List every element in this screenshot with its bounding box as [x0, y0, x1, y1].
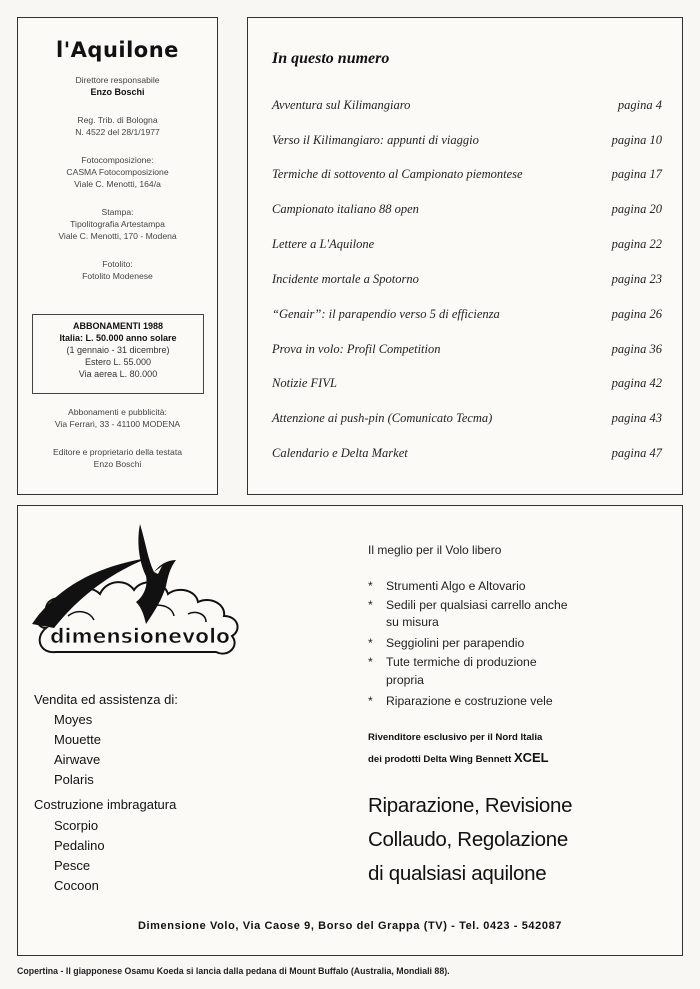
bullet-star-icon: *: [368, 694, 373, 708]
toc-item: [272, 446, 662, 461]
toc-page: pagina 23: [611, 272, 662, 286]
harness-item: Pesce: [54, 858, 91, 873]
feature-bullet-cont: su misura: [386, 615, 439, 629]
toc-item: [272, 307, 662, 322]
toc-title: Avventura sul Kilimangiaro: [272, 98, 411, 112]
dimensionevolo-logo: [28, 516, 258, 676]
toc-item: [272, 167, 662, 182]
publisher-line: Editore e proprietario della testata: [53, 447, 182, 457]
cloud-detail: [68, 605, 206, 622]
director-block: [18, 74, 217, 98]
ad-address: Dimensione Volo, Via Caose 9, Borso del Grappa (TV) - Tel. 0423 - 542087: [137, 920, 563, 932]
brand-item: Mouette: [54, 732, 101, 747]
toc-page: pagina 20: [611, 202, 662, 216]
service-line: Collaudo, Regolazione: [368, 828, 568, 851]
ads-block: [18, 406, 217, 430]
subscriptions-box: [32, 314, 204, 394]
toc-page: pagina 26: [611, 307, 662, 321]
toc-page: pagina 10: [611, 133, 662, 147]
toc-item: [272, 376, 662, 391]
toc-title: Lettere a L'Aquilone: [272, 237, 375, 251]
toc-page: pagina 4: [617, 98, 662, 112]
contents-title: In questo numero: [272, 50, 390, 67]
print-line: Stampa:: [101, 207, 134, 217]
brand-item: Airwave: [54, 752, 101, 767]
harness-item: Pedalino: [54, 838, 105, 853]
feature-bullet: * Tute termiche di produzione: [368, 655, 537, 669]
service-line: di qualsiasi aquilone: [368, 862, 547, 885]
toc-page: pagina 17: [611, 167, 662, 181]
ads-line: Via Ferrari, 33 - 41100 MODENA: [54, 419, 181, 429]
masthead-box: [17, 17, 218, 495]
dealer-line: dei prodotti Delta Wing Bennett XCEL: [368, 750, 549, 765]
photolitho-line: Fotolito Modenese: [82, 271, 153, 281]
subscriptions-title: ABBONAMENTI 1988: [72, 321, 164, 331]
toc-title: Termiche di sottovento al Campionato piemontese: [272, 167, 523, 181]
tagline: Il meglio per il Volo libero: [368, 543, 502, 557]
brand-item: Polaris: [54, 772, 94, 787]
subscription-italy: Italia: L. 50.000 anno solare: [59, 333, 177, 343]
dealer-line: Rivenditore esclusivo per il Nord Italia: [368, 732, 543, 743]
subscription-air: Via aerea L. 80.000: [78, 369, 158, 379]
bullet-star-icon: *: [368, 636, 373, 650]
toc-title: Notizie FIVL: [272, 376, 337, 390]
xcel-brand: XCEL: [513, 750, 549, 765]
toc-page: pagina 47: [611, 446, 662, 460]
service-line: Riparazione, Revisione: [368, 794, 573, 817]
logo-lettering: dimensionevolo: [50, 624, 230, 648]
toc-title: Calendario e Delta Market: [272, 446, 408, 460]
print-line: Tipolitografia Artestampa: [70, 219, 165, 229]
wing-sweep: [32, 558, 148, 628]
toc-title: Verso il Kilimangiaro: appunti di viaggio: [272, 133, 479, 147]
toc-item: [272, 202, 662, 217]
harness-item: Cocoon: [54, 878, 99, 893]
photocomposition-block: [18, 154, 217, 190]
feature-bullet: * Sedili per qualsiasi carrello anche: [368, 598, 568, 612]
toc-title: “Genair”: il parapendio verso 5 di efficienza: [272, 307, 500, 321]
bullet-star-icon: *: [368, 579, 373, 593]
toc-item: [272, 342, 662, 357]
magazine-logo: l'Aquilone: [56, 38, 179, 62]
toc-title: Campionato italiano 88 open: [272, 202, 419, 216]
photocomposition-line: CASMA Fotocomposizione: [66, 167, 169, 177]
registration-line: Reg. Trib. di Bologna: [77, 115, 158, 125]
toc-item: [272, 237, 662, 252]
registration-block: [18, 114, 217, 138]
publisher-line: Enzo Boschi: [93, 459, 142, 469]
sales-heading: Vendita ed assistenza di:: [34, 692, 178, 707]
print-block: [18, 206, 217, 242]
subscription-abroad: Estero L. 55.000: [84, 357, 152, 367]
harness-item: Scorpio: [54, 818, 99, 833]
harness-heading: Costruzione imbragatura: [34, 797, 177, 812]
feature-bullet: * Riparazione e costruzione vele: [368, 694, 553, 708]
toc-item: [272, 272, 662, 287]
feature-bullet: * Seggiolini per parapendio: [368, 636, 525, 650]
director-name: Enzo Boschi: [90, 87, 145, 97]
bullet-star-icon: *: [368, 598, 373, 612]
subscription-period: (1 gennaio - 31 dicembre): [66, 345, 170, 355]
photolitho-line: Fotolito:: [102, 259, 133, 269]
director-label: Direttore responsabile: [75, 75, 160, 85]
ads-line: Abbonamenti e pubblicità:: [68, 407, 167, 417]
toc-item: [272, 411, 662, 426]
brand-item: Moyes: [54, 712, 93, 727]
toc-title: Prova in volo: Profil Competition: [272, 342, 441, 356]
advertisement-box: [17, 505, 683, 956]
toc-title: Incidente mortale a Spotorno: [272, 272, 419, 286]
photolitho-block: [18, 258, 217, 282]
toc-item: [272, 98, 662, 113]
toc-item: [272, 133, 662, 148]
publisher-block: [18, 446, 217, 470]
feature-bullet-cont: propria: [386, 673, 424, 687]
cover-caption: Copertina - Il giapponese Osamu Koeda si lancia dalla pedana di Mount Buffalo (Australia, Mondiali 88).: [17, 966, 450, 976]
toc-page: pagina 22: [611, 237, 662, 251]
print-line: Viale C. Menotti, 170 - Modena: [58, 231, 177, 241]
toc-page: pagina 36: [611, 342, 662, 356]
toc-title: Attenzione ai push-pin (Comunicato Tecma): [272, 411, 493, 425]
contents-box: [247, 17, 683, 495]
toc-page: pagina 42: [611, 376, 662, 390]
feature-bullet: * Strumenti Algo e Altovario: [368, 579, 526, 593]
bullet-star-icon: *: [368, 655, 373, 669]
registration-line: N. 4522 del 28/1/1977: [75, 127, 160, 137]
toc-page: pagina 43: [611, 411, 662, 425]
photocomposition-line: Fotocomposizione:: [81, 155, 154, 165]
photocomposition-line: Viale C. Menotti, 164/a: [74, 179, 161, 189]
